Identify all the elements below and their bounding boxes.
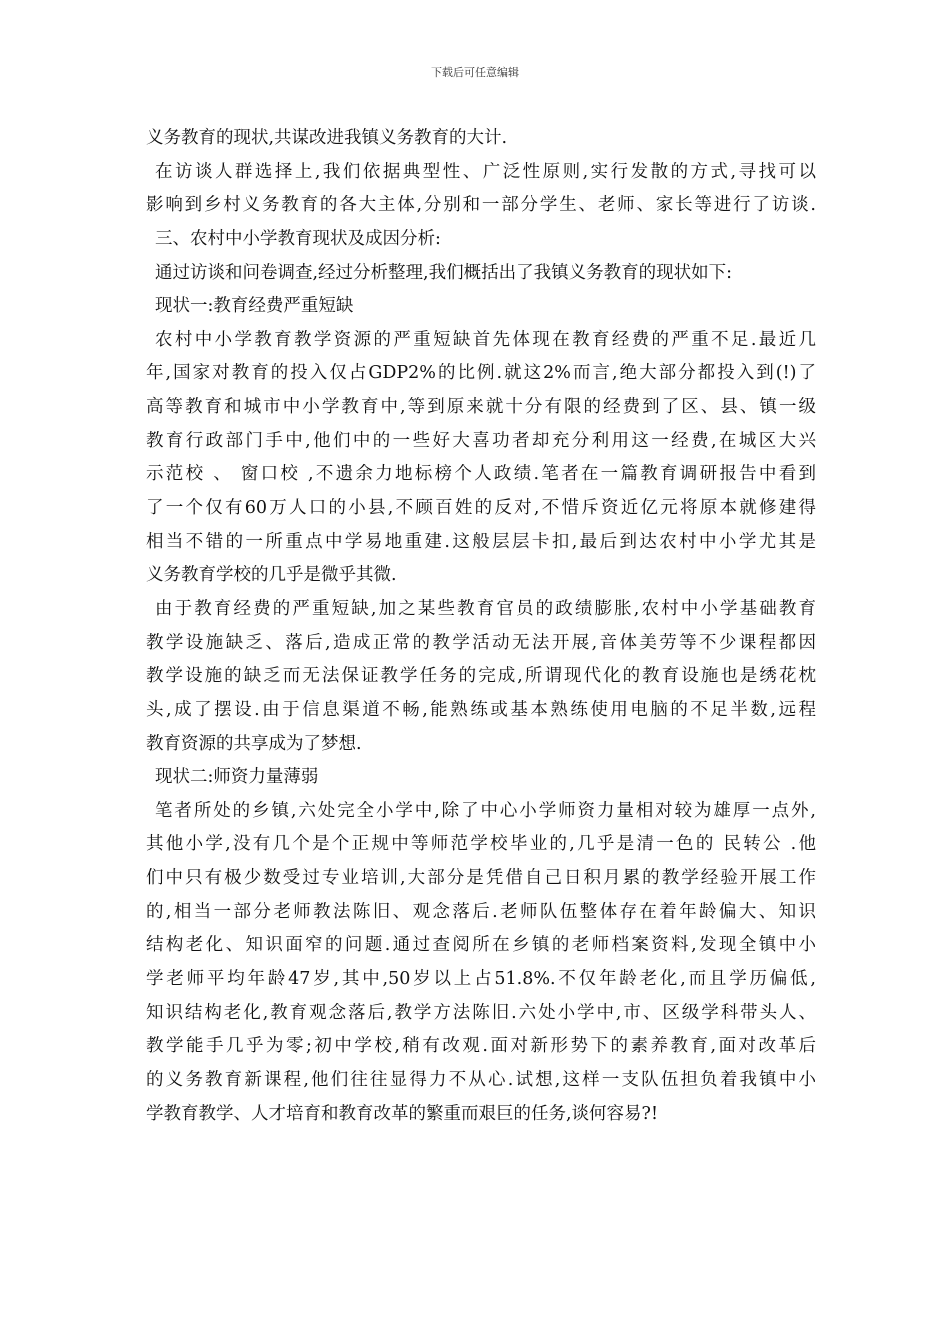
text-line: 教育行政部门手中,他们中的一些好大喜功者却充分利用这一经费,在城区大兴 xyxy=(146,430,816,451)
text-line: 笔者所处的乡镇,六处完全小学中,除了中心小学师资力量相对较为雄厚一点外, xyxy=(155,800,816,821)
text-line: 通过访谈和问卷调查,经过分析整理,我们概括出了我镇义务教育的现状如下: xyxy=(155,262,733,283)
text-line: 在访谈人群选择上,我们依据典型性、广泛性原则,实行发散的方式,寻找可以 xyxy=(155,161,816,182)
text-line: 知识结构老化,教育观念落后,教学方法陈旧.六处小学中,市、区级学科带头人、 xyxy=(146,1002,816,1023)
text-line: 由于教育经费的严重短缺,加之某些教育官员的政绩膨胀,农村中小学基础教育 xyxy=(155,598,816,619)
text-line: 高等教育和城市中小学教育中,等到原来就十分有限的经费到了区、县、镇一级 xyxy=(146,397,816,418)
text-line: 的义务教育新课程,他们往往显得力不从心.试想,这样一支队伍担负着我镇中小 xyxy=(146,1069,816,1090)
text-line: 其他小学,没有几个是个正规中等师范学校毕业的,几乎是清一色的 民转公 .他 xyxy=(146,834,816,855)
text-line: 农村中小学教育教学资源的严重短缺首先体现在教育经费的严重不足.最近几 xyxy=(155,329,816,350)
text-line: 相当不错的一所重点中学易地重建.这般层层卡扣,最后到达农村中小学尤其是 xyxy=(146,531,816,552)
text-line: 头,成了摆设.由于信息渠道不畅,能熟练或基本熟练使用电脑的不足半数,远程 xyxy=(146,699,816,720)
text-line: 教学设施缺乏、落后,造成正常的教学活动无法开展,音体美劳等不少课程都因 xyxy=(146,632,816,653)
text-line: 现状一:教育经费严重短缺 xyxy=(155,296,354,317)
document-body xyxy=(146,122,816,1131)
text-line: 三、农村中小学教育现状及成因分析: xyxy=(155,228,441,249)
text-line: 示范校 、 窗口校 ,不遗余力地标榜个人政绩.笔者在一篇教育调研报告中看到 xyxy=(146,464,816,485)
text-line: 影响到乡村义务教育的各大主体,分别和一部分学生、老师、家长等进行了访谈. xyxy=(146,195,816,216)
text-line: 的,相当一部分老师教法陈旧、观念落后.老师队伍整体存在着年龄偏大、知识 xyxy=(146,901,816,922)
page-header: 下载后可任意编辑 xyxy=(431,66,519,79)
text-line: 现状二:师资力量薄弱 xyxy=(155,767,319,788)
text-line: 教学能手几乎为零;初中学校,稍有改观.面对新形势下的素养教育,面对改革后 xyxy=(146,1036,816,1057)
text-line: 教育资源的共享成为了梦想. xyxy=(146,733,362,754)
text-line: 学教育教学、人才培育和教育改革的繁重而艰巨的任务,谈何容易?! xyxy=(146,1103,658,1124)
text-line: 义务教育学校的几乎是微乎其微. xyxy=(146,565,397,586)
text-line: 结构老化、知识面窄的问题.通过查阅所在乡镇的老师档案资料,发现全镇中小 xyxy=(146,935,816,956)
text-line: 义务教育的现状,共谋改进我镇义务教育的大计. xyxy=(146,128,508,148)
text-line: 年,国家对教育的投入仅占GDP2%的比例.就这2%而言,绝大部分都投入到(!)了 xyxy=(146,363,816,384)
text-line: 了一个仅有60万人口的小县,不顾百姓的反对,不惜斥资近亿元将原本就修建得 xyxy=(146,498,816,519)
text-line: 学老师平均年龄47岁,其中,50岁以上占51.8%.不仅年龄老化,而且学历偏低, xyxy=(146,969,816,990)
text-line: 们中只有极少数受过专业培训,大部分是凭借自己日积月累的教学经验开展工作 xyxy=(146,868,816,889)
text-line: 教学设施的缺乏而无法保证教学任务的完成,所谓现代化的教育设施也是绣花枕 xyxy=(146,666,816,687)
